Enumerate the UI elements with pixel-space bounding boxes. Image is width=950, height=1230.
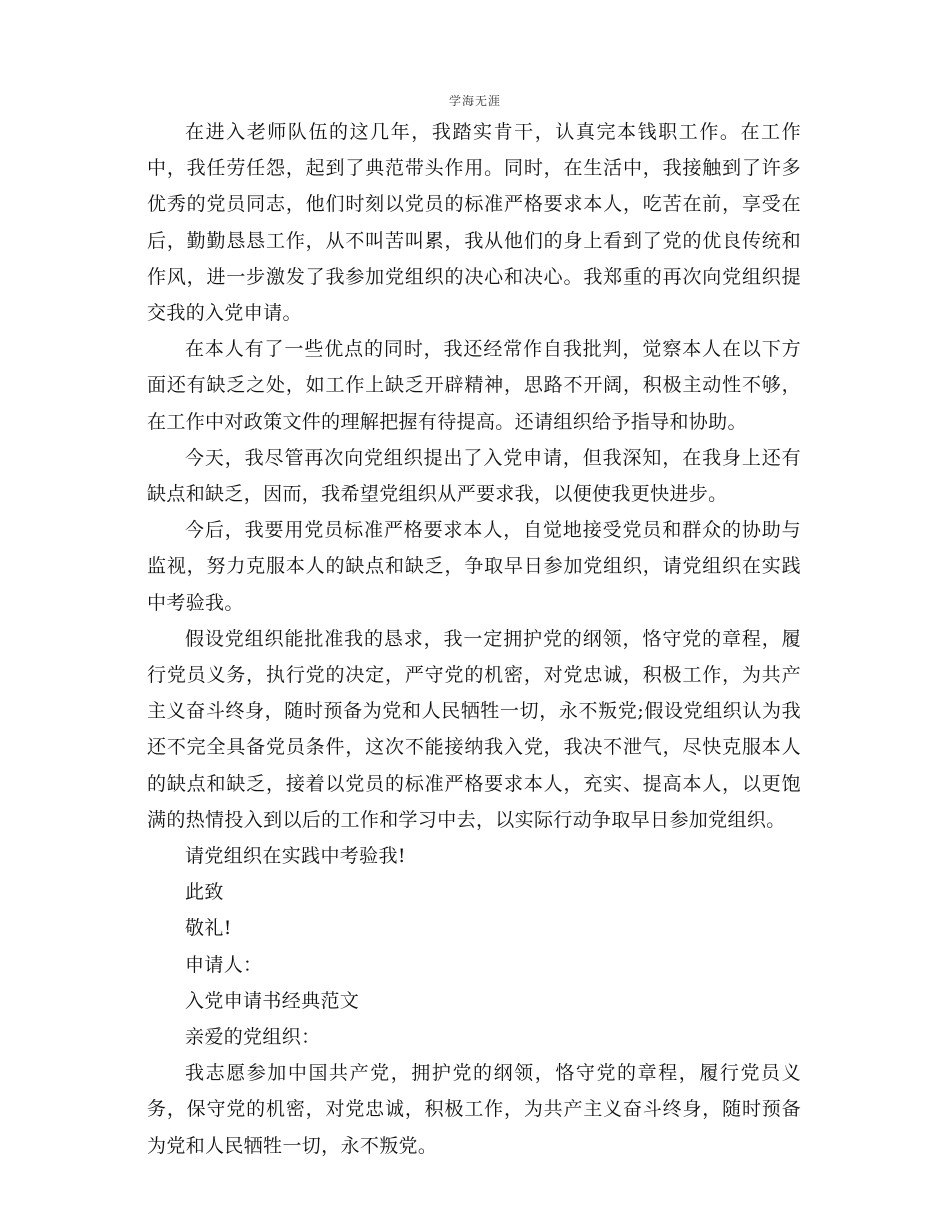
paragraph-pledge: 假设党组织能批准我的恳求，我一定拥护党的纲领，恪守党的章程，履行党员义务，执行党的决定，严守党的机密，对党忠诚，积极工作，为共产主义奋斗终身，随时预备为党和人民牺牲一切，永不叛党;假设党组织认为我还不完全具备党员条件，这次不能接纳我入党，我决不泄气，尽快克服本人的缺点和缺乏，接着以党员的标准严格要求本人，充实、提高本人，以更饱满的热情投入到以后的工作和学习中去，以实际行动争取早日参加党组织。 bbox=[147, 627, 801, 831]
page-header: 学海无涯 bbox=[448, 94, 501, 108]
closing-regards: 敬礼! bbox=[185, 917, 232, 940]
paragraph-future-commitment: 今后，我要用党员标准严格要求本人，自觉地接受党员和群众的协助与监视，努力克服本人的缺点和缺乏，争取早日参加党组织，请党组织在实践中考验我。 bbox=[147, 519, 801, 614]
document-body bbox=[147, 114, 801, 1164]
applicant-label: 申请人： bbox=[185, 953, 263, 976]
closing-salutation: 此致 bbox=[185, 881, 224, 904]
greeting: 亲爱的党组织： bbox=[185, 1026, 321, 1049]
paragraph-strict-request: 今天，我尽管再次向党组织提出了入党申请，但我深知，在我身上还有缺点和缺乏，因而，我希望党组织从严要求我，以便使我更快进步。 bbox=[147, 446, 801, 506]
paragraph-test-me: 请党组织在实践中考验我! bbox=[185, 845, 406, 868]
paragraph-self-criticism: 在本人有了一些优点的同时，我还经常作自我批判，觉察本人在以下方面还有缺乏之处，如工作上缺乏开辟精神，思路不开阔，积极主动性不够，在工作中对政策文件的理解把握有待提高。还请组织给予指导和协助。 bbox=[147, 338, 801, 433]
sample-title: 入党申请书经典范文 bbox=[185, 989, 360, 1012]
paragraph-service-record: 在进入老师队伍的这几年，我踏实肯干，认真完本钱职工作。在工作中，我任劳任怨，起到了典范带头作用。同时，在生活中，我接触到了许多优秀的党员同志，他们时刻以党员的标准严格要求本人，吃苦在前，享受在后，勤勤恳恳工作，从不叫苦叫累，我从他们的身上看到了党的优良传统和作风，进一步激发了我参加党组织的决心和决心。我郑重的再次向党组织提交我的入党申请。 bbox=[147, 121, 801, 325]
paragraph-application: 我志愿参加中国共产党，拥护党的纲领，恪守党的章程，履行党员义务，保守党的机密，对党忠诚，积极工作，为共产主义奋斗终身，随时预备为党和人民牺牲一切，永不叛党。 bbox=[147, 1062, 801, 1157]
